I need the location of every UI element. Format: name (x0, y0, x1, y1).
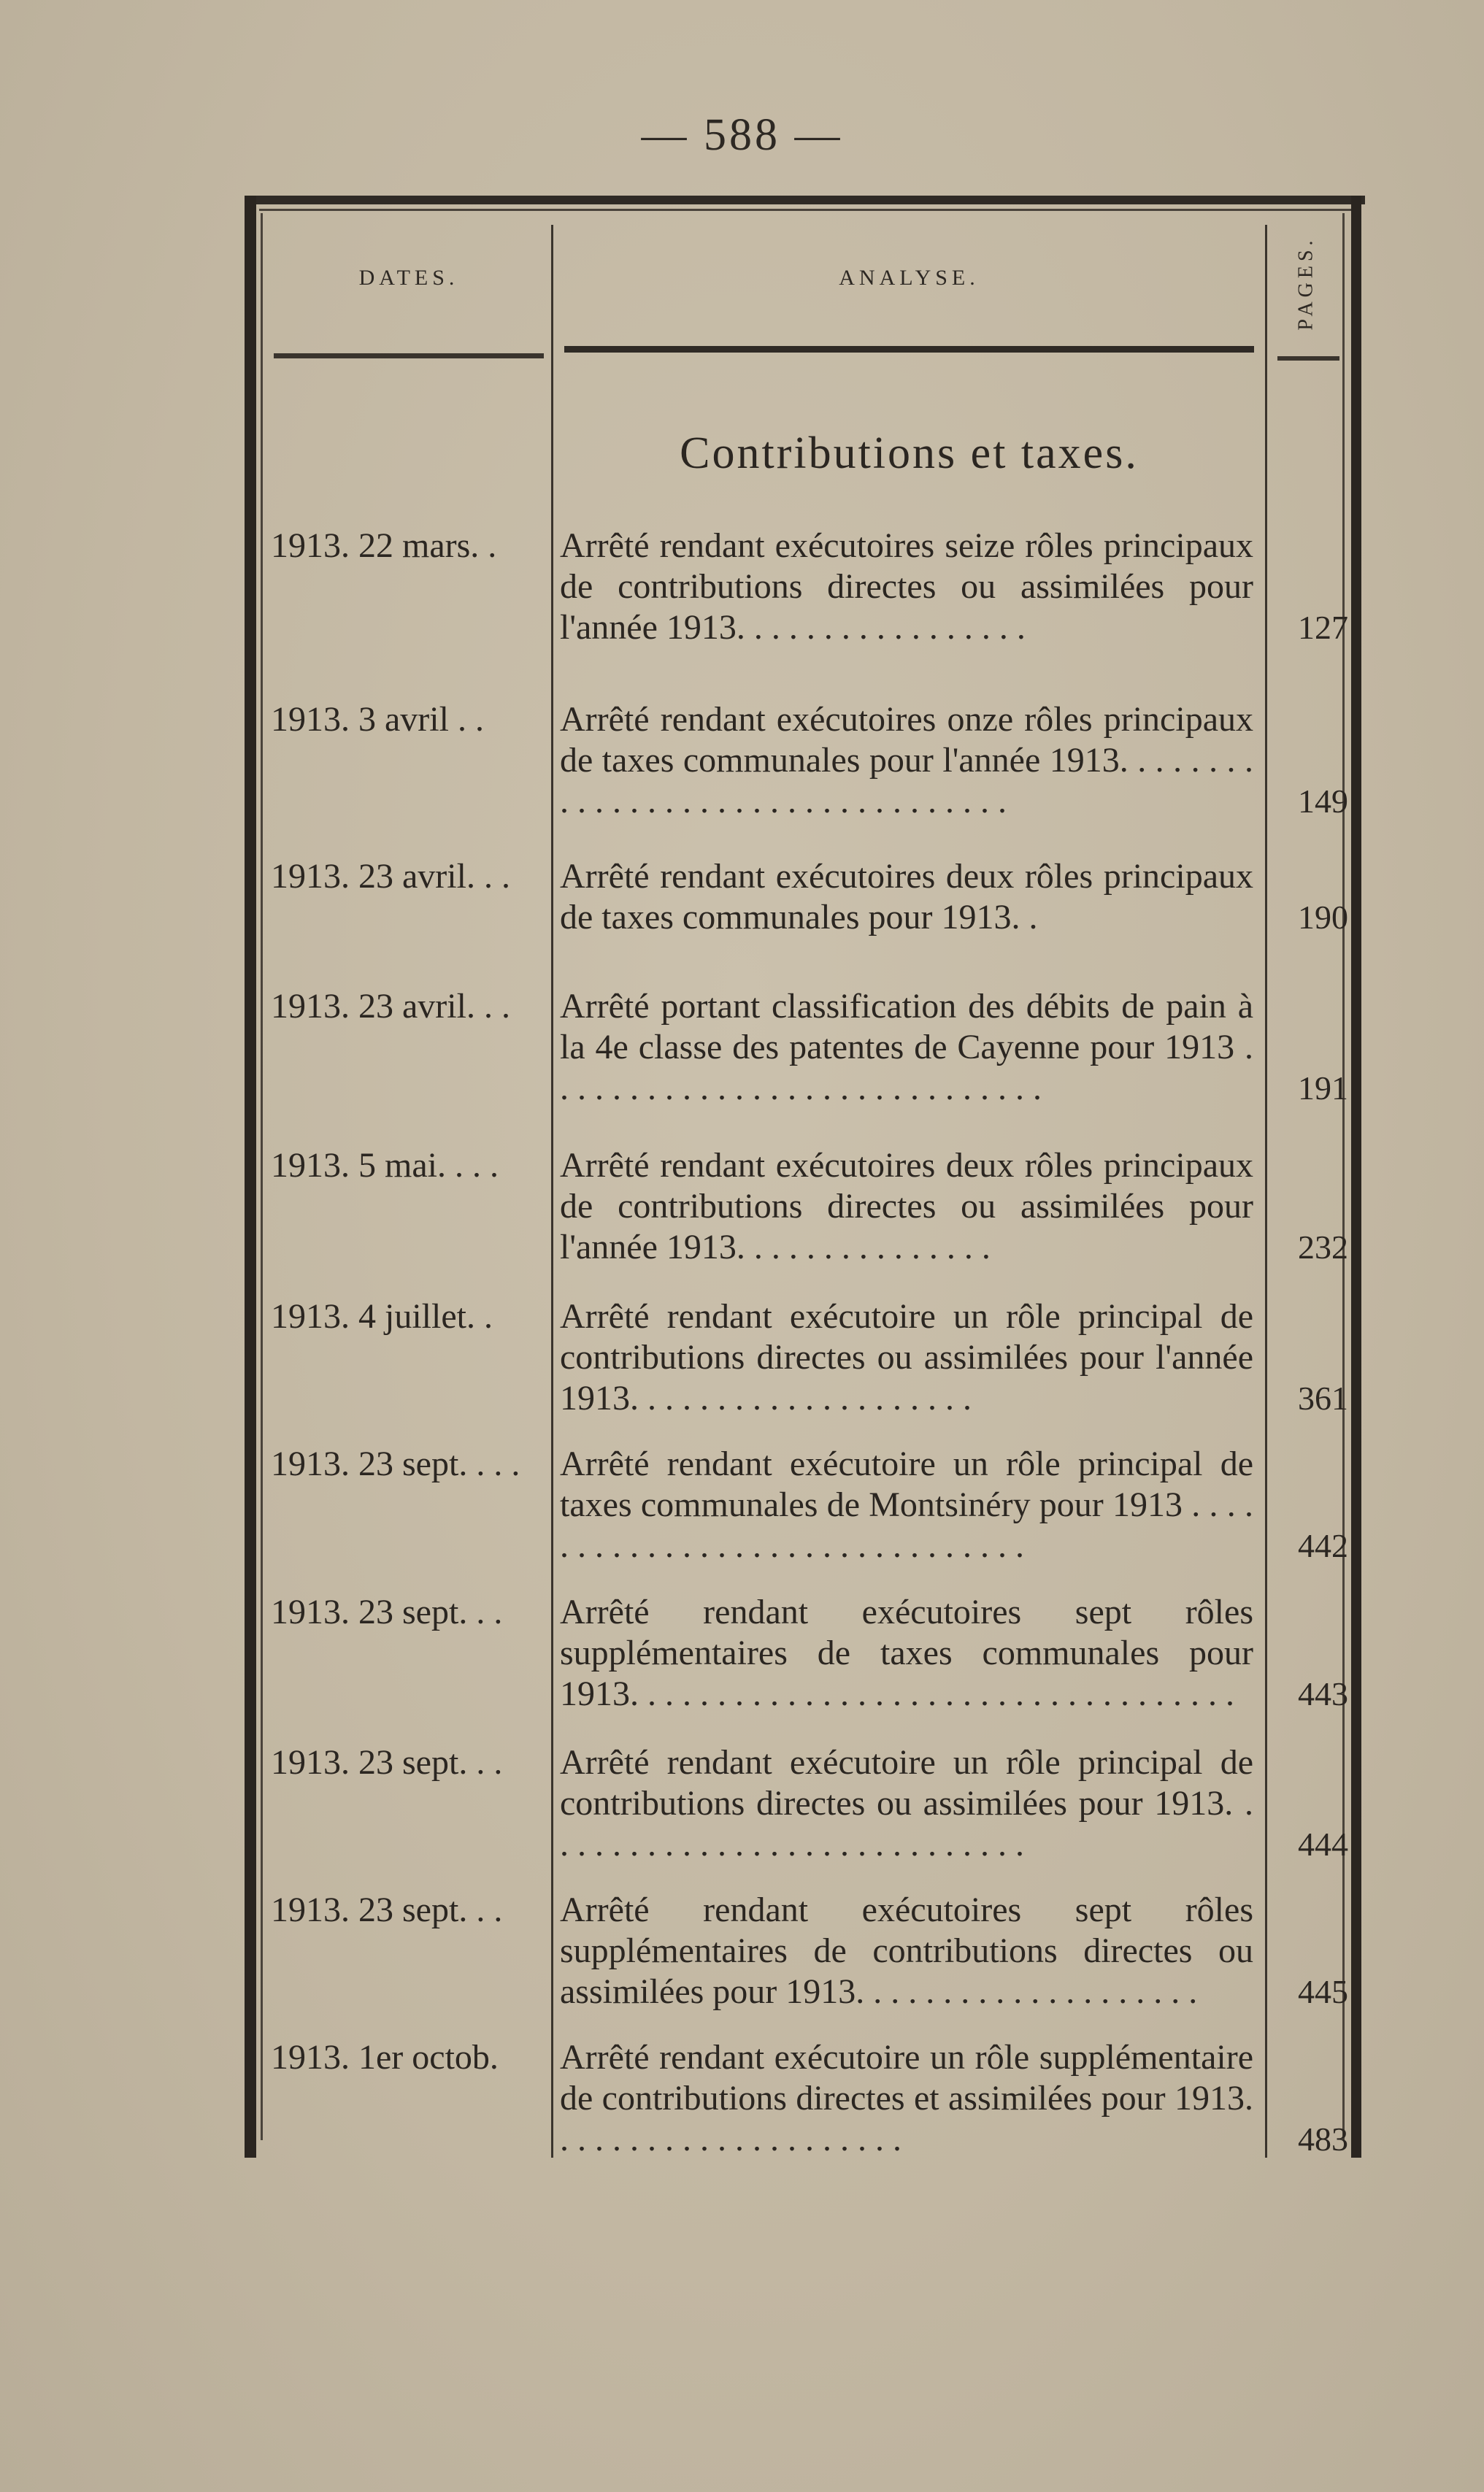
page-number: — 588 — (641, 110, 843, 160)
entry-date: 1913. 3 avril . . (271, 700, 484, 739)
entry-page: 442 (1298, 1527, 1348, 1564)
entry-date: 1913. 4 juillet. . (271, 1297, 493, 1336)
entry-page: 232 (1298, 1228, 1348, 1266)
section-title: Contributions et taxes. (680, 428, 1139, 478)
entry-analysis: Arrêté rendant exécutoires seize rôles principaux de contributions directes ou assimilées pour l'année 1913. . . . . . . . . . . . . . . . . (560, 526, 1253, 647)
table-left-border-thin (261, 213, 263, 2140)
entry-analysis: Arrêté rendant exécutoires sept rôles supplémentaires de taxes communales pour 1913. . . . . . . . . . . . . . . . . . . . . . . . . . . . . . . . . . . (560, 1593, 1253, 1713)
entry-date: 1913. 23 sept. . . (271, 1743, 503, 1782)
entry-page: 445 (1298, 1973, 1348, 2010)
entry-date: 1913. 1er octob. (271, 2038, 499, 2077)
entry-analysis: Arrêté rendant exécutoire un rôle principal de taxes communales de Montsinéry pour 1913 . . . . . . . . . . . . . . . . . . . . . . . . . . . . . . . (560, 1445, 1253, 1565)
entry-page: 443 (1298, 1675, 1348, 1712)
entry-date: 1913. 23 sept. . . (271, 1593, 503, 1631)
entry-date: 1913. 23 avril. . . (271, 987, 510, 1026)
entry-analysis: Arrêté rendant exécutoire un rôle supplémentaire de contributions directes et assimilées pour 1913. . . . . . . . . . . . . . . . . . . . . (560, 2038, 1253, 2158)
table-left-border (245, 196, 256, 2158)
entry-date: 1913. 5 mai. . . . (271, 1146, 499, 1185)
table-right-border (1351, 196, 1361, 2158)
entry-page: 444 (1298, 1826, 1348, 1863)
entry-analysis: Arrêté rendant exécutoire un rôle principal de contributions directes ou assimilées pour 1913. . . . . . . . . . . . . . . . . . . . . . . . . . . . . (560, 1743, 1253, 1864)
entry-date: 1913. 23 sept. . . . (271, 1445, 520, 1483)
entry-analysis: Arrêté rendant exécutoires deux rôles principaux de contributions directes ou assimilées pour l'année 1913. . . . . . . . . . . . . . . (560, 1146, 1253, 1266)
entry-analysis: Arrêté rendant exécutoires onze rôles principaux de taxes communales pour l'année 1913. . . . . . . . . . . . . . . . . . . . . . . . . . . . . . . . . . (560, 700, 1253, 820)
header-pages-label: PAGES. (1295, 236, 1318, 331)
entry-date: 1913. 22 mars. . (271, 526, 497, 565)
header-rule-pages (1277, 356, 1339, 361)
table-top-rule-thin (259, 209, 1354, 211)
header-rule-dates (274, 353, 544, 358)
column-divider-pages (1265, 225, 1267, 2158)
header-pages (1274, 225, 1339, 342)
column-divider-dates (551, 225, 553, 2158)
entry-analysis: Arrêté rendant exécutoires deux rôles principaux de taxes communales pour 1913. . (560, 857, 1253, 937)
entry-date: 1913. 23 sept. . . (271, 1891, 503, 1929)
header-rule-analyse (564, 346, 1254, 353)
entry-page: 191 (1298, 1069, 1348, 1107)
entry-date: 1913. 23 avril. . . (271, 857, 510, 896)
entry-analysis: Arrêté portant classification des débits de pain à la 4e classe des patentes de Cayenne pour 1913 . . . . . . . . . . . . . . . . . . . . . . . . . . . . . (560, 987, 1253, 1107)
table-top-rule (248, 196, 1365, 204)
index-table (245, 196, 1365, 2158)
entry-analysis: Arrêté rendant exécutoires sept rôles supplémentaires de contributions directes ou assimilées pour 1913. . . . . . . . . . . . . . . . . . . . (560, 1891, 1253, 2011)
entry-page: 149 (1298, 782, 1348, 820)
header-dates: DATES. (358, 266, 459, 290)
entry-page: 483 (1298, 2120, 1348, 2158)
entry-page: 361 (1298, 1380, 1348, 1417)
entry-analysis: Arrêté rendant exécutoire un rôle principal de contributions directes ou assimilées pour l'année 1913. . . . . . . . . . . . . . . . . . . . (560, 1297, 1253, 1418)
entry-page: 190 (1298, 899, 1348, 936)
entry-page: 127 (1298, 609, 1348, 646)
header-analyse: ANALYSE. (839, 266, 980, 290)
